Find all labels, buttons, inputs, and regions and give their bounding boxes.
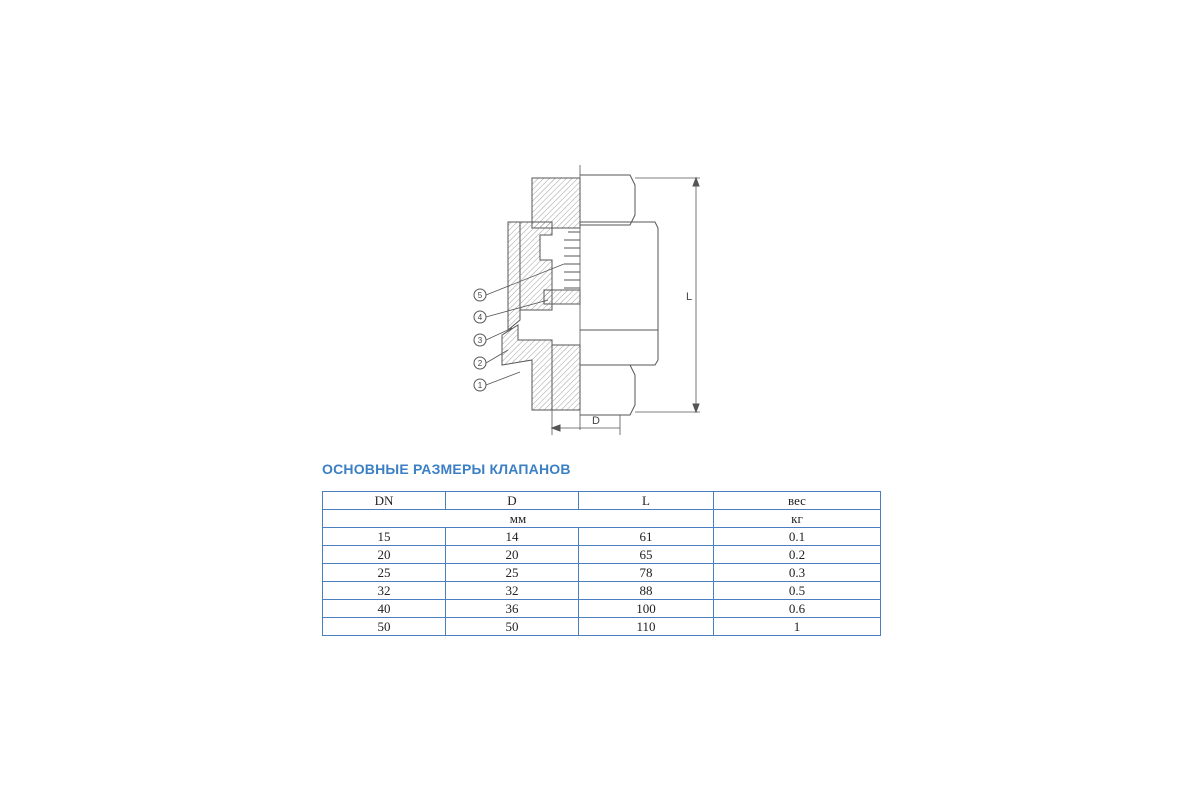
- cell-d: 14: [446, 528, 579, 546]
- nut-left-section: [508, 222, 520, 330]
- cell-weight: 0.6: [714, 600, 881, 618]
- table-row: [323, 546, 881, 564]
- table-row: [323, 600, 881, 618]
- table-row: [323, 582, 881, 600]
- dim-D-arrow: [552, 425, 560, 431]
- header-dn: DN: [323, 492, 446, 510]
- cell-d: 20: [446, 546, 579, 564]
- cell-weight: 1: [714, 618, 881, 636]
- body-top-section: [532, 178, 580, 228]
- table-header-row: [323, 492, 881, 510]
- callout-5-label: 5: [477, 291, 483, 300]
- cell-dn: 40: [323, 600, 446, 618]
- cell-l: 88: [579, 582, 714, 600]
- cell-d: 32: [446, 582, 579, 600]
- callout-1-leader: [486, 372, 520, 385]
- section-title: ОСНОВНЫЕ РАЗМЕРЫ КЛАПАНОВ: [322, 461, 571, 477]
- cell-dn: 15: [323, 528, 446, 546]
- cell-dn: 25: [323, 564, 446, 582]
- units-length: мм: [323, 510, 714, 528]
- cell-dn: 20: [323, 546, 446, 564]
- cell-l: 100: [579, 600, 714, 618]
- header-d: D: [446, 492, 579, 510]
- cell-weight: 0.2: [714, 546, 881, 564]
- callout-3-label: 3: [477, 336, 483, 345]
- table-row: [323, 618, 881, 636]
- cell-d: 50: [446, 618, 579, 636]
- units-weight: кг: [714, 510, 881, 528]
- spring: [564, 232, 580, 288]
- valve-disc: [544, 290, 580, 304]
- body-bottom-section: [502, 325, 552, 410]
- table-units-row: [323, 510, 881, 528]
- cell-d: 25: [446, 564, 579, 582]
- table-row: [323, 564, 881, 582]
- callout-1-label: 1: [477, 381, 483, 390]
- body-top-outline: [580, 175, 635, 225]
- header-l: L: [579, 492, 714, 510]
- header-weight: вес: [714, 492, 881, 510]
- cell-l: 110: [579, 618, 714, 636]
- dimensions-table: [322, 491, 881, 636]
- cell-weight: 0.3: [714, 564, 881, 582]
- cell-l: 65: [579, 546, 714, 564]
- cell-l: 61: [579, 528, 714, 546]
- cell-weight: 0.5: [714, 582, 881, 600]
- callout-2-label: 2: [477, 359, 483, 368]
- cell-dn: 32: [323, 582, 446, 600]
- dim-L-label: L: [686, 291, 693, 303]
- body-bottom-outline: [580, 365, 635, 415]
- cell-weight: 0.1: [714, 528, 881, 546]
- callout-4-label: 4: [477, 313, 483, 322]
- dim-D-label: D: [592, 415, 600, 427]
- body-bottom-thread: [552, 345, 580, 410]
- body-middle-outline: [580, 222, 658, 365]
- valve-section-drawing: [460, 160, 720, 440]
- cell-d: 36: [446, 600, 579, 618]
- cell-l: 78: [579, 564, 714, 582]
- cell-dn: 50: [323, 618, 446, 636]
- table-row: [323, 528, 881, 546]
